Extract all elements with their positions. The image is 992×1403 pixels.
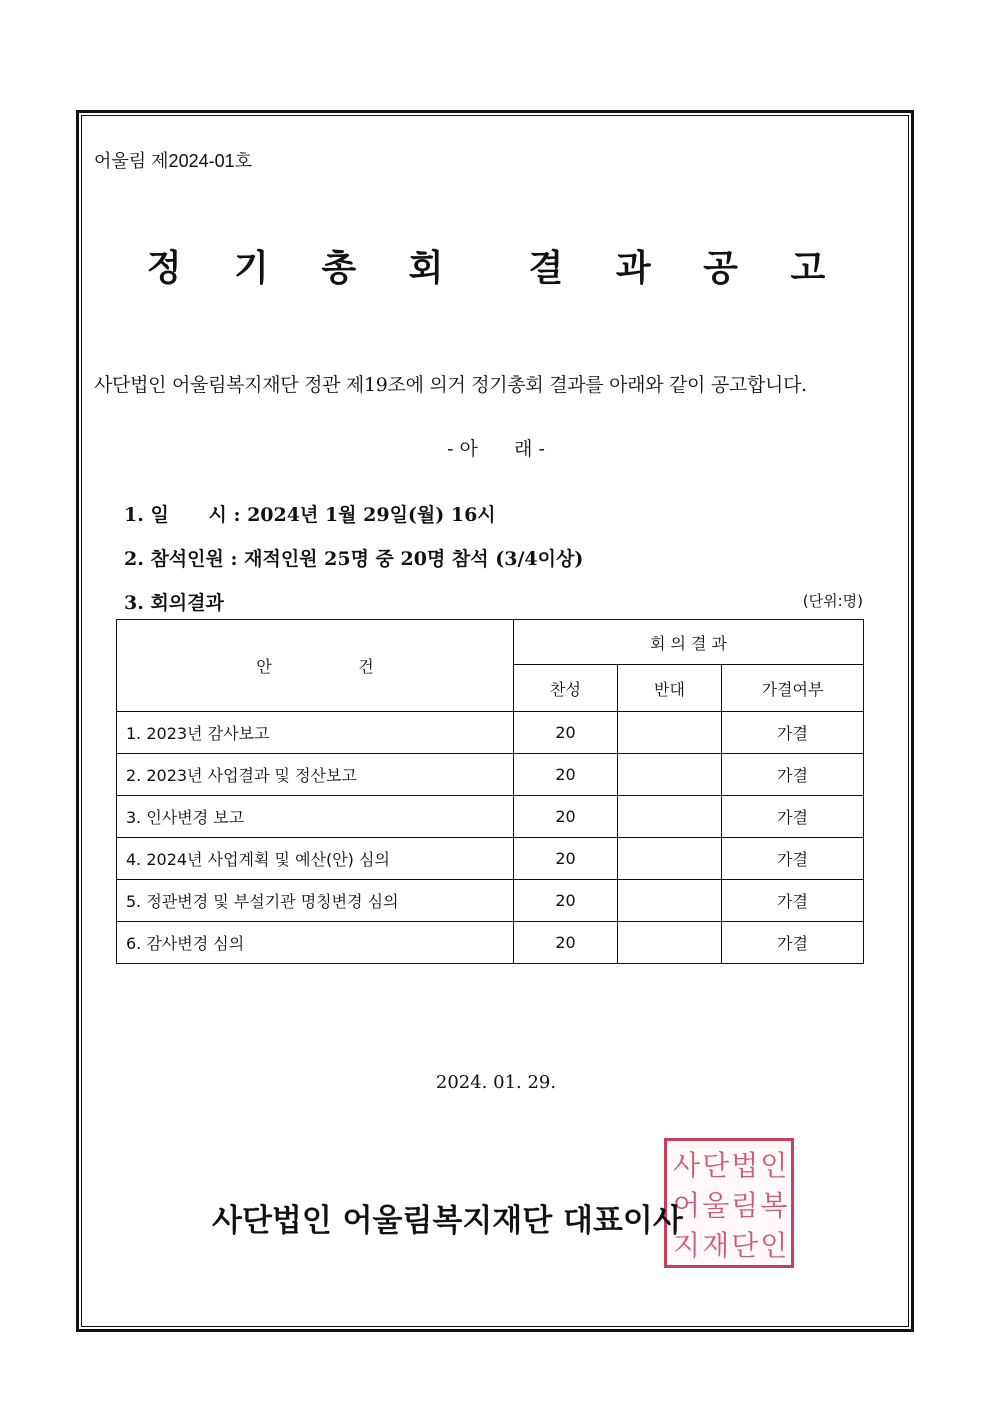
seal-char: 울 <box>702 1189 730 1222</box>
seal-char: 재 <box>702 1229 730 1262</box>
seal-char: 사 <box>673 1149 701 1182</box>
header-agenda: 안 건 <box>117 620 514 712</box>
table-row <box>117 838 864 880</box>
agenda-cell: 6. 감사변경 심의 <box>117 922 514 964</box>
agenda-cell: 5. 정관변경 및 부설기관 명칭변경 심의 <box>117 880 514 922</box>
result-cell: 가결 <box>722 796 864 838</box>
for-cell: 20 <box>514 880 618 922</box>
results-table <box>116 619 864 964</box>
against-cell <box>618 838 722 880</box>
table-row <box>117 880 864 922</box>
item-attendance: 2. 참석인원 : 재적인원 25명 중 20명 참석 (3/4이상) <box>124 548 584 570</box>
seal-char: 단 <box>702 1149 730 1182</box>
header-result-group: 회 의 결 과 <box>514 620 864 665</box>
seal-char: 인 <box>760 1149 788 1182</box>
table-row <box>117 922 864 964</box>
result-cell: 가결 <box>722 712 864 754</box>
table-row <box>117 796 864 838</box>
seal-char: 법 <box>731 1149 759 1182</box>
official-seal-icon <box>664 1138 794 1268</box>
result-cell: 가결 <box>722 922 864 964</box>
seal-char: 단 <box>731 1229 759 1262</box>
against-cell <box>618 922 722 964</box>
document-title: 정 기 총 회 결 과 공 고 <box>146 248 846 289</box>
header-against: 반대 <box>618 665 722 712</box>
against-cell <box>618 712 722 754</box>
item-datetime: 1. 일 시 : 2024년 1월 29일(월) 16시 <box>124 504 496 526</box>
header-for: 찬성 <box>514 665 618 712</box>
for-cell: 20 <box>514 754 618 796</box>
result-cell: 가결 <box>722 754 864 796</box>
for-cell: 20 <box>514 712 618 754</box>
intro-text: 사단법인 어울림복지재단 정관 제19조에 의거 정기총회 결과를 아래와 같이 공고합니다. <box>94 374 807 396</box>
seal-char: 복 <box>760 1189 788 1222</box>
for-cell: 20 <box>514 838 618 880</box>
table-row <box>117 754 864 796</box>
against-cell <box>618 754 722 796</box>
agenda-cell: 4. 2024년 사업계획 및 예산(안) 심의 <box>117 838 514 880</box>
header-passed: 가결여부 <box>722 665 864 712</box>
seal-char: 인 <box>760 1229 788 1262</box>
table-row <box>117 712 864 754</box>
unit-note: (단위:명) <box>802 592 863 610</box>
result-cell: 가결 <box>722 838 864 880</box>
result-cell: 가결 <box>722 880 864 922</box>
agenda-cell: 1. 2023년 감사보고 <box>117 712 514 754</box>
agenda-cell: 3. 인사변경 보고 <box>117 796 514 838</box>
notice-date: 2024. 01. 29. <box>435 1072 557 1093</box>
against-cell <box>618 880 722 922</box>
item-results-heading: 3. 회의결과 <box>124 592 224 614</box>
signer-name: 사단법인 어울림복지재단 대표이사 <box>212 1203 683 1239</box>
below-marker: - 아 래 - <box>447 438 545 460</box>
seal-char: 지 <box>673 1229 701 1262</box>
agenda-cell: 2. 2023년 사업결과 및 정산보고 <box>117 754 514 796</box>
for-cell: 20 <box>514 922 618 964</box>
seal-char: 림 <box>731 1189 759 1222</box>
for-cell: 20 <box>514 796 618 838</box>
seal-char: 어 <box>673 1189 701 1222</box>
against-cell <box>618 796 722 838</box>
document-number: 어울림 제2024-01호 <box>94 151 252 171</box>
